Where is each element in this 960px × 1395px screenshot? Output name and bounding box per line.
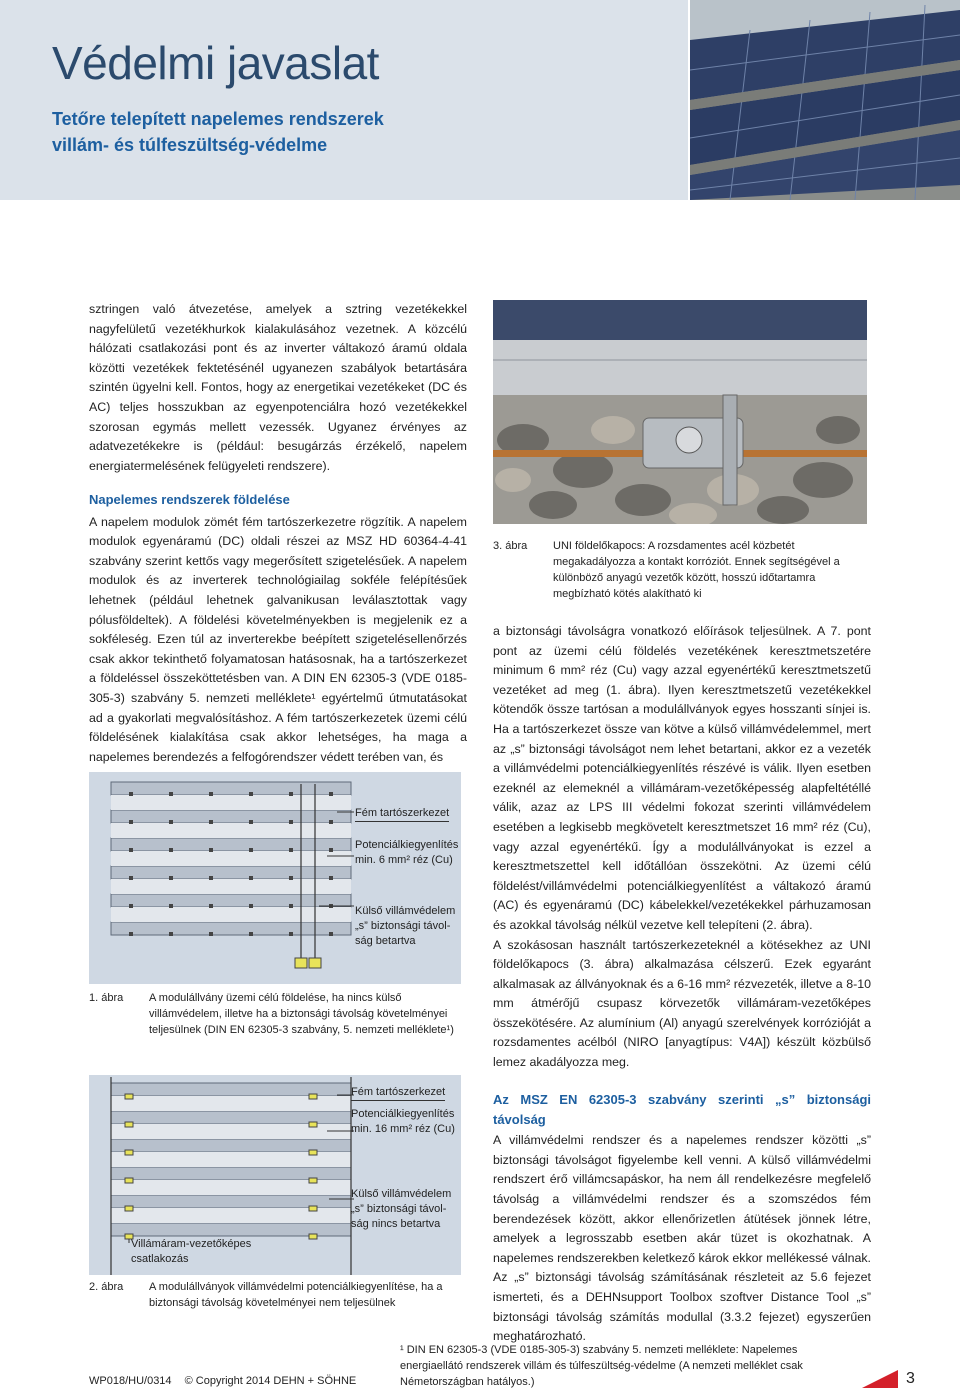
figure-1-caption-text: A modulállvány üzemi célú földelése, ha nincs külső villámvédelem, illetve ha a biztonsági távolság követelményei teljesülnek (DIN EN 62305-3 szabvány, 5. nemzeti melléklete¹) [149, 992, 454, 1036]
right-paragraph-1: a biztonsági távolságra vonatkozó előírások teljesülnek. A 7. pont pont az üzemi célú földelés vezetékének keresztmetszetére minimum 6 mm² réz (Cu) vagy azzal egyenértékű keresztmetszetű vezetéket ad meg (1. ábra). Ilyen keresztmetszetű vezetékekkel kötendők össze tartósan a modulállványok egyes hosszanti sínjei is. Ha a tartószerkezet össze van kötve a külső villámvédelemmel, mert az „s” biztonsági távolságot nem lehet betartani, akkor ez a vezeték a villámvédelmi potenciálkiegyenlítés részévé is válik. Ilyen esetben ezeknél az elemeknél a villámáram-vezetőképesség alapfeltétéllé válik, azaz az LPS III védelmi fokozat szerinti villámvédelem esetében a legkisebb megkövetelt keresztmetszet 16 mm² réz (Cu), vagy azzal egyenértékű. Így a modulállványokat is ezzel a keresztmetszettel kell időtállóan összekötni. Az üzemi célú földelést/villámvédelmi potenciálkiegyenlítést a váltakozó áramú (AC) és egyenáramú (DC) kábelekkel/vezetékekkel párhuzamosan és azokkal távolság nélkül vezetve kell telepíteni (2. ábra). [493, 624, 871, 932]
left-paragraph-2: A napelem modulok zömét fém tartószerkezetre rögzítik. A napelem modulok egyenáramú (DC) oldali részei az MSZ HD 60364-4-41 szabvány szerint kettős vagy megerősített szigetelésűek. A napelem modulok és az inverterek technológiailag sokféle felépítésűek lehetnek (például lehetnek galvanikusan leválasztottak vagy pólusföldeltek). A földelési követelményekben is megjelenik ez a sokféleség. Ezen túl az inverterekbe beépített szigetelésellenőrzés csak akkor tekinthető folyamatosan hatásosnak, ha a tartószerkezet a földeléssel összeköttetésben van. A DIN EN 62305-3 (VDE 0185-305-3) szabvány 5. nemzeti melléklete¹ egyértelmű útmutatásokat ad a gyakorlati megvalósításhoz. A fém tartószerkezetek üzemi célú földelésének kialakítása csak akkor lehetséges, ha maga a napelemes berendezés a felfogórendszer védett terében van, és [89, 514, 467, 764]
section-heading-distance: Az MSZ EN 62305-3 szabvány szerinti „s” biztonsági távolság [493, 1092, 871, 1127]
figure-2-label-lps [351, 1187, 451, 1232]
left-paragraph-1: sztringen való átvezetése, amelyek a sztring vezetékekkel nagyfelületű vezetékhurkok kialakulásához vezetnek. A közcélú hálózati csatlakozási pont és az inverter váltakozó áramú oldala közötti vezetékek fektetésénél ugyanezen szabályok betartására szintén ügyelni kell. Fontos, hogy az energetikai vezetékeket (DC és AC) teljes hosszukban az egyenpotenciálra hozó vezetékekkel szorosan egymás mellett vezessék. Ugyanez érvényes az adatvezetékekre is (például: besugárzás érzékelő, napelem energiatermelésének felügyeleti rendszere). [89, 302, 467, 473]
figure-2-caption [89, 1279, 469, 1315]
figure-1-diagram [89, 772, 461, 984]
right-paragraph-2: A szokásosan használt tartószerkezeteknél a kötésekhez az UNI földelőkapocs (3. ábra) alkalmazása célszerű. Ezek egyaránt alkalmasak az állványoknak és a 6-16 mm² rézvezeték, illetve a 8-10 mm átmérőjű csupasz körvezetők villámáram-vezetőképes összekötésére. Az alumínium (Al) anyagú szerelvények korrózióját a rozsdamentes acélból (NIRO [anyagtípus: V4A]) készült közbülső lemez akadályozza meg. [493, 937, 871, 1070]
left-column-grounding [89, 490, 467, 767]
copyright: © Copyright 2014 DEHN + SÖHNE [184, 1375, 357, 1387]
subtitle-line-1: Tetőre telepített napelemes rendszerek [52, 109, 384, 129]
figure-2-label-clamp-line1: Villámáram-vezetőképes [131, 1238, 252, 1250]
figure-1-number: 1. ábra [89, 992, 124, 1004]
right-column-distance [493, 1090, 871, 1347]
figure-1-label-lps-line3: ság betartva [355, 935, 416, 947]
header-band [0, 0, 688, 200]
figure-3-caption [493, 538, 871, 606]
figure-1-label-bonding [355, 838, 458, 868]
figure-1-label-lps [355, 904, 455, 949]
figure-2-label-bonding-line1: Potenciálkiegyenlítés [351, 1108, 455, 1120]
figure-1-label-lps-line2: „s” biztonsági távol- [355, 920, 451, 932]
section-heading-grounding: Napelemes rendszerek földelése [89, 492, 290, 507]
figure-1-caption [89, 990, 469, 1042]
figure-2-number: 2. ábra [89, 1281, 124, 1293]
figure-2-label-clamp-line2: csatlakozás [131, 1253, 189, 1265]
earthing-clamp-photo [493, 300, 867, 524]
figure-2-label-clamp [131, 1237, 251, 1267]
figure-2-label-bonding-line2: min. 16 mm² réz (Cu) [351, 1123, 455, 1135]
figure-3-caption-text: UNI földelőkapocs: A rozsdamentes acél közbetét megakadályozza a kontakt korróziót. Ennek segítségével a különböző anyagú vezetők között, hosszú időtartamra megbízható kötés alakítható ki [553, 540, 840, 600]
right-column-top [493, 622, 871, 1073]
figure-1-svg [89, 772, 461, 984]
figure-2-caption-text: A modulállványok villámvédelmi potenciálkiegyenlítése, ha a biztonsági távolság követelményei nem teljesülnek [149, 1281, 443, 1309]
page-subtitle [52, 106, 384, 158]
figure-2-label-lps-line2: „s” biztonsági távol- [351, 1203, 447, 1215]
dehn-logo [862, 1370, 898, 1388]
solar-panels-photo [690, 0, 960, 200]
right-paragraph-3: A villámvédelmi rendszer és a napelemes rendszer közötti „s” biztonsági távolságot figyelembe kell venni. A külső villámvédelmi rendszert érő villámcsapáskor, ha nem áll rendelkezésre megfelelő távolság a villámvédelmi rendszer és a szomszédos fém berendezések között, akkor ellenőrizetlen átütések jönnek létre, amelyek a legrosszabb esetben akár tüzet is okozhatnak. A napelemes rendszerekben keletkező károk ekkor mellékessé válnak. Az „s” biztonsági távolság számításának részleteit az 5.6 fejezet ismerteti, és a DEHNsupport Toolbox szoftver Distance Tool „s” biztonsági távolság számítás modullal (3.3.2 fejezet) egyszerűen meghatározható. [493, 1133, 871, 1344]
figure-1-label-frame: Fém tartószerkezet [355, 806, 449, 822]
figure-3-number: 3. ábra [493, 540, 528, 552]
figure-1-label-bonding-line2: min. 6 mm² réz (Cu) [355, 854, 453, 866]
figure-2-label-lps-line1: Külső villámvédelem [351, 1188, 452, 1200]
figure-1-label-lps-line1: Külső villámvédelem [355, 905, 456, 917]
figure-2-label-bonding [351, 1107, 455, 1137]
figure-2-label-frame: Fém tartószerkezet [351, 1085, 445, 1101]
document-code: WP018/HU/0314 [89, 1375, 172, 1387]
footnote: ¹ DIN EN 62305-3 (VDE 0185-305-3) szabvány 5. nemzeti melléklete: Napelemes energiaellátó rendszerek villám és túlfeszültség-védelme (A nemzeti melléklet csak Németországban hatályos.) [400, 1344, 803, 1388]
left-column-top [89, 300, 467, 476]
figure-1-label-bonding-line1: Potenciálkiegyenlítés [355, 839, 459, 851]
footer [89, 1375, 356, 1387]
page-title: Védelmi javaslat [52, 37, 379, 89]
page-number: 3 [906, 1370, 915, 1387]
subtitle-line-2: villám- és túlfeszültség-védelme [52, 135, 328, 155]
figure-2-diagram [89, 1075, 461, 1275]
figure-2-label-lps-line3: ság nincs betartva [351, 1218, 441, 1230]
